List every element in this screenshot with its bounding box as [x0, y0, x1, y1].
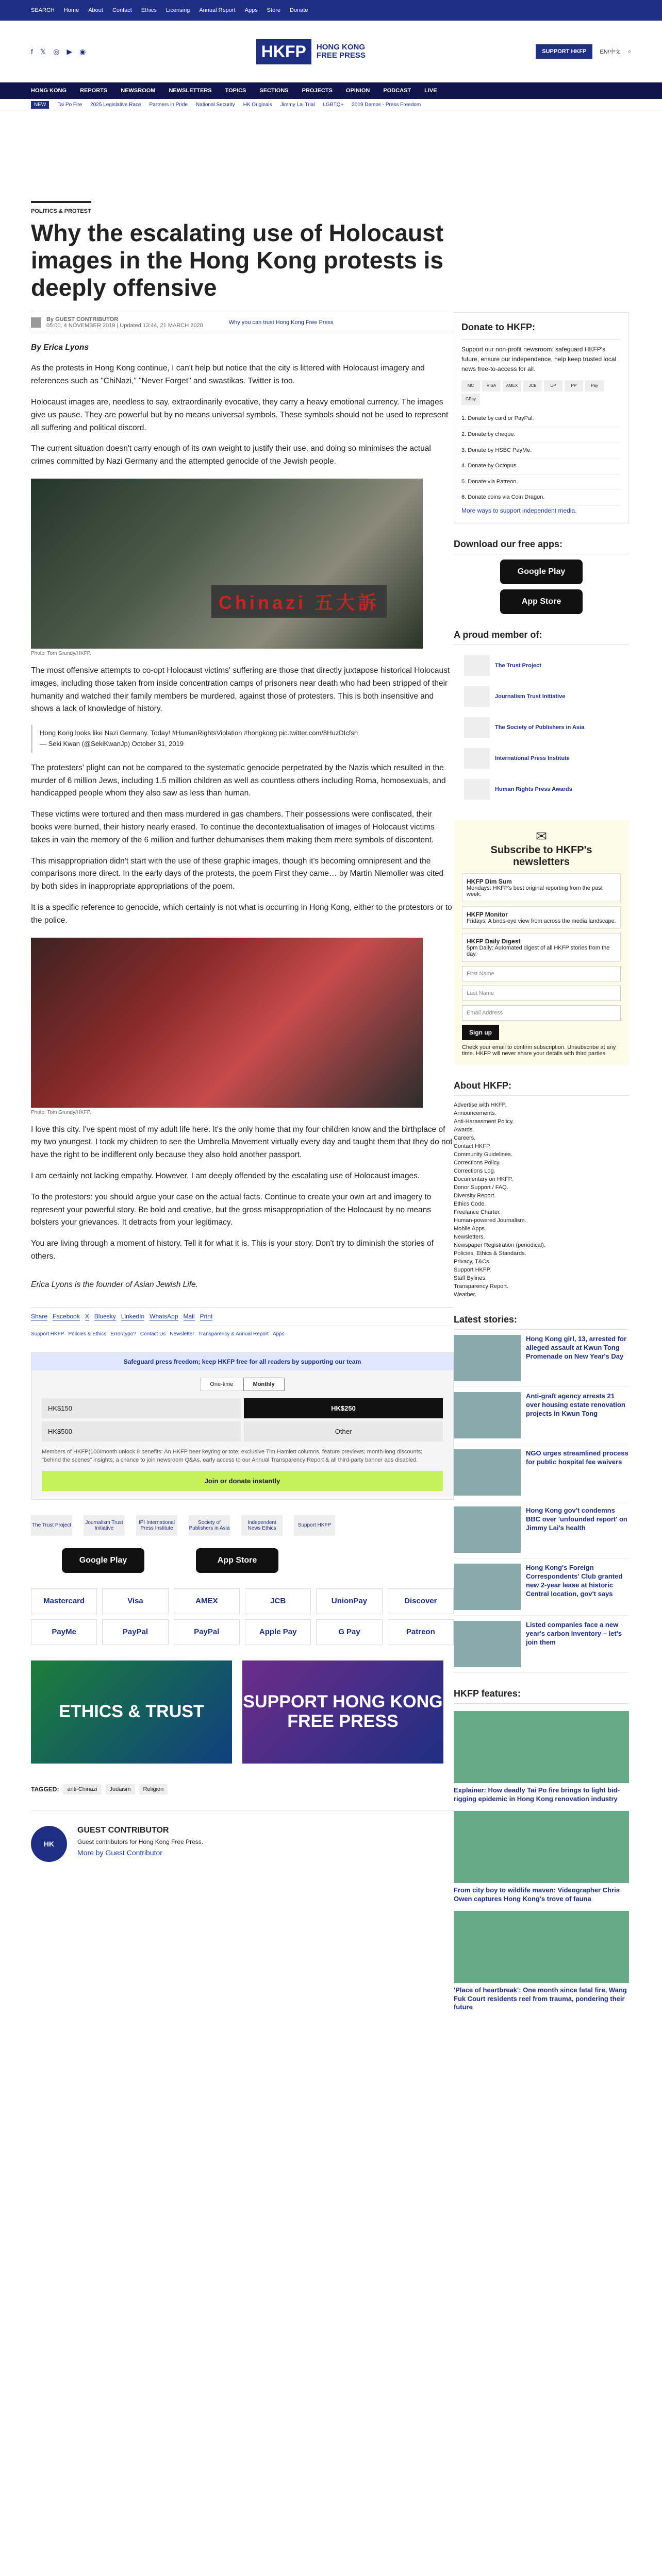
article-column [31, 194, 454, 1862]
donate-option[interactable]: 2. Donate by cheque. [461, 427, 621, 443]
mastercard-icon: MC [461, 380, 480, 392]
logo-text-2: FREE PRESS [316, 51, 366, 60]
amount-other[interactable]: Other [244, 1421, 443, 1442]
photo-caption: Photo: Tom Grundy/HKFP. [31, 1109, 91, 1115]
nav-opinion[interactable]: OPINION [345, 88, 370, 94]
partner-logo[interactable]: Society of Publishers in Asia [189, 1515, 230, 1536]
share-label[interactable]: Share [31, 1312, 48, 1320]
newsletter-note: Check your email to confirm subscription. Unsubscribe at any time. HKFP will never share your details with third parties. [462, 1044, 616, 1057]
story-thumbnail [454, 1621, 521, 1667]
donate-option[interactable]: 5. Donate via Patreon. [461, 474, 621, 490]
tweet-author[interactable]: — Seki Kwan (@SekiKwanJp) October 31, 2019 [40, 740, 184, 748]
google-play-button[interactable]: Google Play [62, 1548, 144, 1573]
about-link[interactable]: Corrections Policy. [454, 1160, 501, 1166]
partner-logo[interactable]: Journalism Trust Initiative [84, 1515, 125, 1536]
nav-live[interactable]: LIVE [424, 88, 437, 94]
payment-logo[interactable]: PayMe [31, 1619, 97, 1645]
author-avatar [31, 317, 41, 328]
payment-logo[interactable]: PayPal [174, 1619, 240, 1645]
payment-logo[interactable]: G Pay [316, 1619, 382, 1645]
partner-logos [31, 1515, 454, 1536]
member-title: A proud member of: [454, 630, 629, 645]
member-list [454, 650, 629, 805]
payment-logo[interactable]: JCB [245, 1588, 311, 1614]
payment-logo[interactable]: Apple Pay [245, 1619, 311, 1645]
author-bio: Erica Lyons is the founder of Asian Jewish Life. [31, 1280, 198, 1289]
article-photo [31, 938, 423, 1108]
support-promo[interactable]: SUPPORT HONG KONG FREE PRESS [242, 1660, 443, 1764]
story-thumbnail [454, 1392, 521, 1438]
signup-button[interactable]: Sign up [462, 1025, 499, 1040]
nav-projects[interactable]: PROJECTS [302, 88, 333, 94]
share-mail[interactable]: Mail [183, 1312, 195, 1320]
feature-image [454, 1811, 629, 1883]
latest-story[interactable]: Anti-graft agency arrests 21 over housing estate renovation projects in Kwun Tong [454, 1392, 629, 1444]
payment-logo[interactable]: PayPal [102, 1619, 168, 1645]
about-links [454, 1101, 629, 1299]
about-link[interactable]: Newspaper Registration (periodical). [454, 1242, 545, 1249]
paragraph: It is a specific reference to genocide, which certainly is not what is occurring in Hong Kong, either to the protestors or to the police. [31, 903, 452, 925]
nav-newsletters[interactable]: NEWSLETTERS [169, 88, 212, 94]
paragraph: You are living through a moment of history. Tell it for what it is. This is your story. Don't try to diminish the stories of others. [31, 1239, 434, 1261]
paragraph: To the protestors: you should argue your case on the actual facts. Continue to create your own art and imagery to represent your powerful story. Be bold and creative, but the gross misappropriation of the Holocaust by no means bolsters your grievances. It detracts from your legitimacy. [31, 1192, 432, 1227]
google-play-button[interactable]: Google Play [500, 560, 583, 584]
story-thumbnail [454, 1335, 521, 1381]
paragraph: I love this city. I've spent most of my adult life here. It's the only home that my four children know and the birthplace of my two youngest. I took my children to see the Umbrella Movement virtually every day and taught them that they do not have the right to be indifferent only because they also hold another passport. [31, 1125, 453, 1160]
policy-link[interactable]: Transparency & Annual Report [198, 1331, 269, 1337]
social-icons [31, 47, 86, 56]
monthly-option[interactable]: Monthly [243, 1378, 285, 1391]
latest-story[interactable]: Listed companies face a new year's carbon inventory – let's join them [454, 1621, 629, 1673]
about-link[interactable]: Support HKFP. [454, 1267, 491, 1274]
latest-title: Latest stories: [454, 1314, 629, 1330]
about-link[interactable]: Weather. [454, 1292, 476, 1298]
instagram-icon[interactable]: ◎ [53, 47, 60, 56]
partner-logo[interactable]: The Trust Project [31, 1515, 72, 1536]
donate-link[interactable]: Donate [290, 7, 308, 13]
donate-widget [31, 1352, 454, 1500]
page-body [0, 111, 662, 2011]
share-bluesky[interactable]: Bluesky [94, 1312, 116, 1320]
about-link[interactable]: Community Guidelines. [454, 1151, 512, 1158]
apps-link[interactable]: Apps [244, 7, 258, 13]
amount-option[interactable]: HK$150 [42, 1398, 241, 1418]
top-bar [0, 0, 662, 21]
rss-icon[interactable]: ◉ [79, 47, 86, 56]
member-logo[interactable]: Journalism Trust Initiative [454, 681, 629, 712]
paragraph: As the protests in Hong Kong continue, I can't help but notice that the city is littered with Holocaust imagery and references such as "ChiNazi," "Never Forget" and swastikas. Twitter is too. [31, 364, 425, 386]
trending-item[interactable]: 2019 Demos - Press Freedom [352, 102, 421, 108]
payment-logo[interactable]: AMEX [174, 1588, 240, 1614]
about-link[interactable]: Newsletters. [454, 1234, 485, 1241]
latest-story[interactable]: Hong Kong girl, 13, arrested for alleged assault at Kwun Tong Promenade on New Year's Day [454, 1335, 629, 1387]
member-logo[interactable]: The Society of Publishers in Asia [454, 712, 629, 743]
payment-logo[interactable]: Visa [102, 1588, 168, 1614]
jcb-icon: JCB [523, 380, 542, 392]
app-store-button[interactable]: App Store [500, 589, 583, 614]
newsletter-signup [454, 820, 629, 1065]
policy-link[interactable]: Error/typo? [110, 1331, 136, 1337]
payment-methods [31, 1588, 454, 1645]
amex-icon: AMEX [503, 380, 521, 392]
trending-item[interactable]: Partners in Pride [149, 102, 188, 108]
newsletter-option[interactable]: HKFP Daily Digest 5pm Daily: Automated digest of all HKFP stories from the day. [462, 933, 621, 962]
feature-stories [454, 1711, 629, 2012]
about-link[interactable]: Privacy, T&Cs. [454, 1259, 491, 1265]
about-link[interactable]: Contact HKFP. [454, 1143, 491, 1150]
new-badge: NEW [31, 101, 49, 109]
byline-date: 05:00, 4 NOVEMBER 2019 | Updated 13:44, 21 MARCH 2020 [46, 322, 203, 329]
header [0, 21, 662, 82]
x-icon[interactable]: 𝕏 [40, 47, 46, 56]
tags-label: TAGGED: [31, 1785, 59, 1793]
donate-sidebar [454, 312, 629, 523]
contact-link[interactable]: Contact [112, 7, 132, 13]
tag[interactable]: anti-Chinazi [63, 1784, 101, 1794]
tag[interactable]: Religion [139, 1784, 168, 1794]
payment-logo[interactable]: Patreon [388, 1619, 454, 1645]
about-link[interactable]: Ethics Code. [454, 1201, 486, 1208]
tag-list [31, 1784, 454, 1794]
google-pay-icon: GPay [461, 394, 480, 405]
trending-item[interactable]: Tai Po Fire [57, 102, 82, 108]
about-link[interactable]: Policies, Ethics & Standards. [454, 1250, 526, 1257]
home-link[interactable]: Home [63, 7, 79, 13]
trending-item[interactable]: LGBTQ+ [323, 102, 344, 108]
ethics-promo[interactable]: ETHICS & TRUST [31, 1660, 232, 1764]
author-description: Guest contributors for Hong Kong Free Press. [77, 1838, 204, 1845]
tweet-text[interactable]: Hong Kong looks like Nazi Germany. Today! #HumanRightsViolation #hongkong pic.twitter.com/8HuzDIcfsn [40, 729, 358, 737]
promo-banners [31, 1660, 454, 1764]
about-link[interactable]: Awards. [454, 1127, 474, 1133]
newsletter-option[interactable]: HKFP Dim Sum Mondays: HKFP's best original reporting from the past week. [462, 873, 621, 902]
policy-links [31, 1331, 454, 1337]
trending-item[interactable]: Jimmy Lai Trial [280, 102, 315, 108]
one-time-option[interactable]: One-time [200, 1378, 243, 1391]
amount-option-selected[interactable]: HK$250 [244, 1398, 443, 1418]
feature-story[interactable]: 'Place of heartbreak': One month since fatal fire, Wang Fuk Court residents reel from trauma, pondering their future [454, 1911, 629, 2012]
about-link[interactable]: Mobile Apps. [454, 1226, 486, 1232]
donate-options [461, 411, 621, 506]
visa-icon: VISA [482, 380, 501, 392]
policy-link[interactable]: Apps [272, 1331, 285, 1337]
join-button[interactable]: Join or donate instantly [42, 1471, 443, 1491]
last-name-field[interactable]: Last Name [462, 986, 621, 1001]
member-logo[interactable]: International Press Institute [454, 743, 629, 774]
trending-bar [0, 99, 662, 111]
annual-report-link[interactable]: Annual Report [199, 7, 236, 13]
store-link[interactable]: Store [267, 7, 281, 13]
youtube-icon[interactable]: ▶ [67, 47, 73, 56]
member-logo[interactable]: Human Rights Press Awards [454, 774, 629, 805]
app-store-button[interactable]: App Store [196, 1548, 278, 1573]
newsletter-option[interactable]: HKFP Monitor Fridays: A birds-eye view from across the media landscape. [462, 906, 621, 929]
about-link[interactable]: Corrections Log. [454, 1168, 495, 1175]
amount-option[interactable]: HK$500 [42, 1421, 241, 1442]
about-link[interactable]: About [88, 7, 103, 13]
about-link[interactable]: Staff Bylines. [454, 1275, 487, 1282]
amount-grid [31, 1398, 453, 1442]
feature-image [454, 1911, 629, 1983]
paragraph: Holocaust images are, needless to say, extraordinarily evocative, they carry a heavy emotional currency. The images give us pause. They are powerful but by no means universal symbols. These symbols should not be used to represent all suffering and political discord. [31, 398, 449, 432]
facebook-icon[interactable]: f [31, 47, 33, 56]
features-title: HKFP features: [454, 1688, 629, 1704]
trust-link[interactable]: Why you can trust Hong Kong Free Press [228, 319, 334, 326]
byline [31, 312, 454, 333]
about-link[interactable]: Diversity Report. [454, 1193, 496, 1199]
latest-stories [454, 1335, 629, 1673]
about-link[interactable]: Careers. [454, 1135, 476, 1142]
policy-link[interactable]: Contact Us [140, 1331, 166, 1337]
about-link[interactable]: Freelance Charter. [454, 1209, 501, 1216]
donate-head: Safeguard press freedom; keep HKFP free for all readers by supporting our team [31, 1353, 453, 1370]
licensing-link[interactable]: Licensing [166, 7, 190, 13]
logo-mark: HKFP [256, 39, 311, 64]
byline-author[interactable]: By GUEST CONTRIBUTOR [46, 316, 119, 323]
language-switch[interactable]: EN/中文 [600, 49, 621, 55]
paragraph: The protesters' plight can not be compared to the systematic genocide perpetrated by the Nazis which resulted in the murder of 6 million Jews, including 1.5 million children as well as countless others including Roma, homosexuals, and handicapped people whom they also saw as less than human. [31, 763, 446, 798]
latest-story[interactable]: Hong Kong's Foreign Correspondents' Club granted new 2-year lease at historic Central location, gov't says [454, 1564, 629, 1616]
trending-item[interactable]: National Security [196, 102, 235, 108]
first-name-field[interactable]: First Name [462, 966, 621, 981]
category-kicker[interactable]: POLITICS & PROTEST [31, 201, 91, 214]
search-link[interactable]: SEARCH [31, 7, 55, 13]
share-print[interactable]: Print [200, 1312, 213, 1320]
donate-option[interactable]: 4. Donate by Octopus. [461, 459, 621, 474]
search-icon[interactable]: ⌕ [627, 48, 631, 55]
nav-hong-kong[interactable]: HONG KONG [31, 88, 67, 94]
nav-topics[interactable]: TOPICS [225, 88, 246, 94]
paragraph: This misappropriation didn't start with the use of these graphic images, though it's becoming omnipresent and the comparisons more direct. In the early days of the protests, the poem First they came… by Martin Niemoller was cited by both sides in inappropriate appropriations of the poem. [31, 856, 444, 891]
donate-note: Members of HKFP(100/month unlock 8 benefits: An HKFP beer keyring or tote; exclusive Tim Hamlett columns, feature previews; month-long discounts; "behind the scenes" insights; a chance to join newsroom Q&As, early access to our Annual Transparency Report & all third-party banner ads disabled. [42, 1448, 423, 1464]
card-icons [461, 380, 621, 405]
story-thumbnail [454, 1506, 521, 1553]
partner-logo[interactable]: Support HKFP [294, 1515, 335, 1536]
share-linkedin[interactable]: LinkedIn [121, 1312, 145, 1320]
article-author: By Erica Lyons [31, 343, 89, 352]
author-box [31, 1810, 454, 1862]
about-link[interactable]: Documentary on HKFP. [454, 1176, 513, 1183]
paragraph: The current situation doesn't carry enough of its own weight to justify their use, and doing so minimises the actual crimes committed by Nazi Germany and the attempted genocide of the Jewish people. [31, 444, 431, 466]
latest-story[interactable]: NGO urges streamlined process for public hospital fee waivers [454, 1449, 629, 1501]
unionpay-icon: UP [544, 380, 562, 392]
about-link[interactable]: Transparency Report. [454, 1283, 508, 1290]
article-photo [31, 479, 423, 649]
article-title: Why the escalating use of Holocaust images in the Hong Kong protests is deeply offensive [31, 219, 444, 301]
trending-item[interactable]: HK Originals [243, 102, 272, 108]
feature-story[interactable]: From city boy to wildlife maven: Videographer Chris Owen captures Hong Kong's trove of fauna [454, 1811, 629, 1904]
email-field[interactable]: Email Address [462, 1005, 621, 1021]
mail-icon: ✉ [536, 828, 547, 844]
article-body [31, 342, 454, 1292]
donate-frequency-toggle [31, 1378, 453, 1391]
paragraph: I am certainly not lacking empathy. However, I am deeply offended by the escalating use of Holocaust images. [31, 1171, 420, 1180]
story-thumbnail [454, 1564, 521, 1610]
share-bar [31, 1307, 454, 1326]
partner-logo[interactable]: Independent News Ethics [241, 1515, 283, 1536]
member-logo[interactable]: The Trust Project [454, 650, 629, 681]
nav-reports[interactable]: REPORTS [80, 88, 108, 94]
apple-pay-icon: Pay [585, 380, 604, 392]
main-nav [0, 82, 662, 99]
support-button[interactable]: SUPPORT HKFP [536, 44, 592, 59]
sidebar-app-buttons [454, 560, 629, 614]
apps-title: Download our free apps: [454, 539, 629, 554]
donate-option[interactable]: 3. Donate by HSBC PayMe. [461, 443, 621, 459]
latest-story[interactable]: Hong Kong gov't condemns BBC over 'unfounded report' on Jimmy Lai's health [454, 1506, 629, 1558]
feature-image [454, 1711, 629, 1783]
photo-sign-text: Chinazi 五大訴 [211, 585, 387, 618]
tag[interactable]: Judaism [106, 1784, 135, 1794]
share-whatsapp[interactable]: WhatsApp [150, 1312, 178, 1320]
author-name[interactable]: GUEST CONTRIBUTOR [77, 1825, 169, 1835]
story-thumbnail [454, 1449, 521, 1496]
ad-space [31, 111, 631, 194]
about-link[interactable]: Human-powered Journalism. [454, 1217, 526, 1224]
share-x[interactable]: X [85, 1312, 89, 1320]
policy-link[interactable]: Support HKFP [31, 1331, 64, 1337]
policy-link[interactable]: Policies & Ethics [68, 1331, 107, 1337]
donate-option[interactable]: 1. Donate by card or PayPal. [461, 411, 621, 427]
author-avatar-large: HK [31, 1826, 67, 1862]
payment-logo[interactable]: UnionPay [316, 1588, 382, 1614]
about-link[interactable]: Advertise with HKFP. [454, 1102, 507, 1109]
donate-sidebar-text: Support our non-profit newsroom: safeguard HKFP's future, ensure our independence, help keep trusted local news free-to-access for all. [461, 345, 617, 373]
payment-logo[interactable]: Discover [388, 1588, 454, 1614]
newsletter-title: Subscribe to HKFP's newsletters [490, 844, 592, 868]
partner-logo[interactable]: IPI International Press Institute [136, 1515, 177, 1536]
nav-newsroom[interactable]: NEWSROOM [121, 88, 156, 94]
site-logo[interactable] [256, 39, 366, 64]
trending-item[interactable]: 2025 Legislative Race [90, 102, 141, 108]
about-link[interactable]: Anti-Harassment Policy. [454, 1118, 514, 1125]
app-store-buttons [31, 1548, 454, 1573]
sidebar [454, 312, 629, 2019]
paypal-icon: PP [565, 380, 583, 392]
nav-podcast[interactable]: PODCAST [383, 88, 411, 94]
more-by-author-link[interactable]: More by Guest Contributor [77, 1848, 162, 1857]
payment-logo[interactable]: Mastercard [31, 1588, 97, 1614]
policy-link[interactable]: Newsletter [170, 1331, 194, 1337]
about-link[interactable]: Donor Support / FAQ. [454, 1184, 508, 1191]
logo-text-1: HONG KONG [316, 42, 366, 52]
ethics-link[interactable]: Ethics [141, 7, 157, 13]
about-title: About HKFP: [454, 1080, 629, 1096]
nav-sections[interactable]: SECTIONS [259, 88, 289, 94]
paragraph: The most offensive attempts to co-opt Holocaust victims' suffering are those that directly juxtapose historical Holocaust images, including those taken from inside concentration camps of prisoners near death who had been stripped of their humanity and watched their family members be murdered, against those of protesters. This is both insensitive and shows a lack of knowledge of history. [31, 666, 450, 714]
share-facebook[interactable]: Facebook [53, 1312, 80, 1320]
embedded-tweet [31, 725, 454, 753]
donate-option[interactable]: 6. Donate coins via Coin Dragon. [461, 490, 621, 506]
donate-sidebar-title: Donate to HKFP: [461, 320, 621, 340]
photo-caption: Photo: Tom Grundy/HKFP. [31, 651, 91, 657]
about-link[interactable]: Announcements. [454, 1110, 496, 1117]
paragraph: These victims were tortured and then mass murdered in gas chambers. Their possessions were confiscated, their books were burned, their history nearly erased. To continue the decontextualisation of images of Holocaust victims takes in vain the memory of the 6 million and further dehumanises them making them mere symbols of discontent. [31, 810, 435, 844]
feature-story[interactable]: Explainer: How deadly Tai Po fire brings to light bid-rigging epidemic in Hong Kong renovation industry [454, 1711, 629, 1804]
more-ways-link[interactable]: More ways to support independent media. [461, 506, 577, 514]
